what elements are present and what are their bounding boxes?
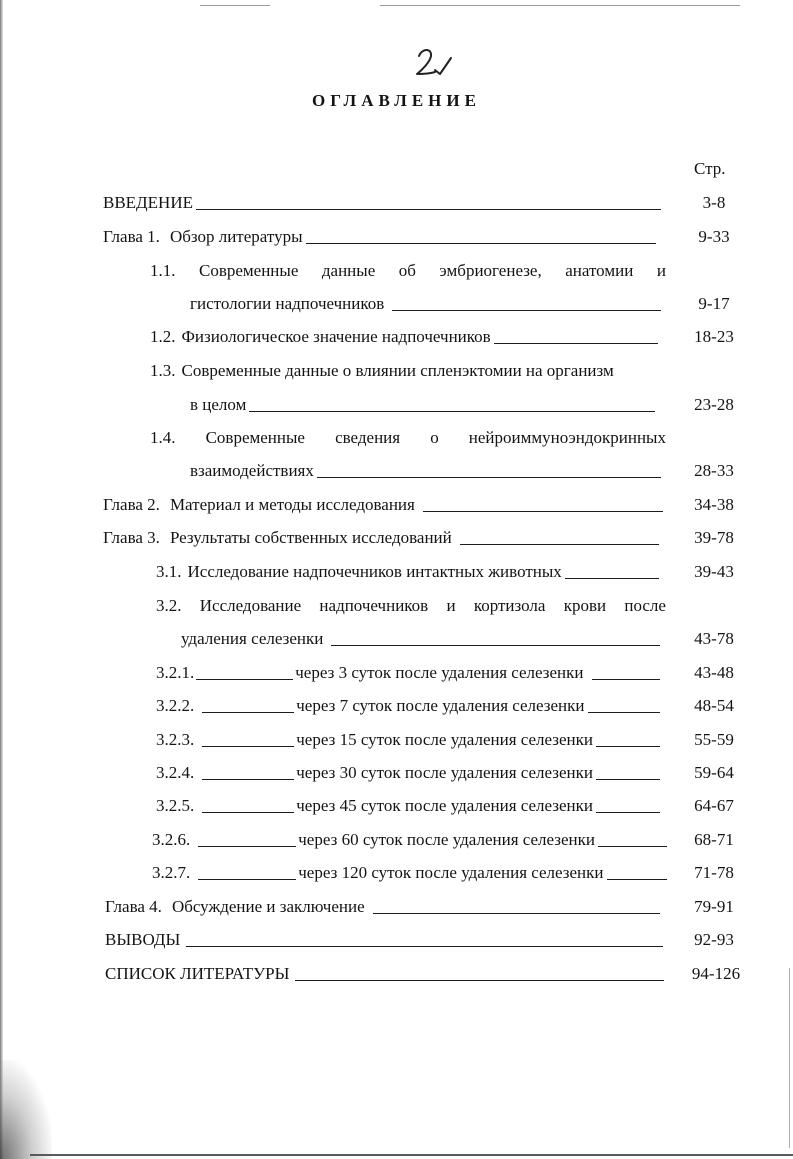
- blank-line: [198, 879, 296, 880]
- blank-line: [202, 746, 294, 747]
- leader-line: [249, 411, 655, 412]
- leader-line: [588, 712, 660, 713]
- page-number: 94-126: [691, 964, 741, 983]
- entry-word: о: [430, 428, 439, 447]
- toc-entry-chapter-3: [103, 528, 661, 548]
- entry-title: через 7 суток после удаления селезенки: [296, 696, 585, 715]
- entry-label: Глава 2.: [103, 495, 160, 514]
- toc-entry-3-2-3: [156, 730, 662, 750]
- entry-label: 1.4.: [150, 428, 176, 447]
- entry-title: гистологии надпочечников: [190, 294, 385, 313]
- scan-artifact-top-right: [380, 5, 740, 6]
- page-number: 48-54: [694, 696, 734, 715]
- entry-label: 3.2.6.: [152, 830, 191, 849]
- entry-word: об: [398, 261, 416, 280]
- entry-word: сведения: [335, 428, 401, 447]
- entry-word: и: [446, 596, 456, 615]
- entry-label: 3.2.1.: [156, 663, 195, 682]
- scan-artifact-top: [200, 5, 270, 6]
- entry-label: 1.1.: [150, 261, 176, 280]
- scan-edge-left: [0, 0, 3, 1159]
- entry-word: крови: [563, 596, 607, 615]
- leader-line: [460, 544, 659, 545]
- entry-title: Материал и методы исследования: [169, 495, 415, 514]
- handwritten-page-number: [413, 44, 453, 80]
- leader-line: [295, 980, 664, 981]
- entry-title: удаления селезенки: [181, 629, 324, 648]
- toc-entry-3-2-line2: [181, 629, 662, 649]
- leader-line: [392, 310, 661, 311]
- toc-entry-conclusions: [105, 930, 665, 950]
- entry-label: 3.2.3.: [156, 730, 195, 749]
- toc-entry-chapter-2: [103, 495, 665, 515]
- entry-title: через 60 суток после удаления селезенки: [298, 830, 596, 849]
- entry-title: через 30 суток после удаления селезенки: [296, 763, 594, 782]
- entry-title: СПИСОК ЛИТЕРАТУРЫ: [105, 964, 290, 983]
- toc-entry-references: [105, 964, 666, 984]
- leader-line: [592, 679, 660, 680]
- entry-word: данные: [321, 261, 376, 280]
- toc-entry-1-1-line1: [150, 261, 666, 281]
- leader-line: [306, 243, 656, 244]
- toc-entry-chapter-1: [103, 227, 658, 247]
- page-column-header: Стр.: [694, 159, 726, 178]
- page-number: 9-17: [698, 294, 730, 313]
- entry-word: анатомии: [565, 261, 634, 280]
- blank-line: [202, 712, 294, 713]
- leader-line: [565, 578, 659, 579]
- page-number: 3-8: [702, 193, 726, 212]
- entry-word: Современные: [205, 428, 305, 447]
- page-number: 43-48: [694, 663, 734, 682]
- page-number: 55-59: [694, 730, 734, 749]
- entry-label: 3.1.: [156, 562, 182, 581]
- toc-entry-3-2-7: [152, 863, 669, 883]
- page-number: 92-93: [694, 930, 734, 949]
- entry-title: Обсуждение и заключение: [171, 897, 365, 916]
- entry-title: Результаты собственных исследований: [169, 528, 452, 547]
- page-number: 39-43: [694, 562, 734, 581]
- entry-title: через 45 суток после удаления селезенки: [296, 796, 594, 815]
- entry-title: через 120 суток после удаления селезенки: [298, 863, 604, 882]
- entry-title: Исследование надпочечников интактных животных: [187, 562, 562, 581]
- page-number: 28-33: [694, 461, 734, 480]
- scan-shadow: [0, 1060, 52, 1159]
- entry-title: через 3 суток после удаления селезенки: [295, 663, 584, 682]
- toc-entry-1-1-line2: [190, 294, 663, 314]
- page-number: 68-71: [694, 830, 734, 849]
- toc-entry-1-3-line1: [150, 361, 670, 381]
- page-number: 64-67: [694, 796, 734, 815]
- entry-label: 3.2.5.: [156, 796, 195, 815]
- toc-entry-1-2: [150, 327, 660, 347]
- toc-entry-3-2-line1: [156, 596, 666, 616]
- page-number: 59-64: [694, 763, 734, 782]
- leader-line: [196, 209, 661, 210]
- toc-entry-3-1: [156, 562, 661, 582]
- page-number: 71-78: [694, 863, 734, 882]
- page-number: 9-33: [698, 227, 730, 246]
- leader-line: [373, 913, 660, 914]
- leader-line: [607, 879, 667, 880]
- leader-line: [186, 946, 663, 947]
- entry-label: 3.2.2.: [156, 696, 195, 715]
- entry-title: через 15 суток после удаления селезенки: [296, 730, 594, 749]
- blank-line: [196, 679, 293, 680]
- entry-title: ВВЕДЕНИЕ: [103, 193, 193, 212]
- page-number: 43-78: [694, 629, 734, 648]
- entry-label: Глава 4.: [105, 897, 162, 916]
- blank-line: [198, 846, 296, 847]
- entry-label: Глава 3.: [103, 528, 160, 547]
- entry-title: Физиологическое значение надпочечников: [181, 327, 491, 346]
- leader-line: [423, 511, 663, 512]
- leader-line: [596, 779, 660, 780]
- entry-title: в целом: [190, 395, 247, 414]
- toc-entry-chapter-4: [105, 897, 662, 917]
- entry-word: нейроиммуноэндокринных: [468, 428, 666, 447]
- page-number: 18-23: [694, 327, 734, 346]
- toc-entry-1-4-line2: [190, 461, 663, 481]
- page-number: 39-78: [694, 528, 734, 547]
- entry-label: 3.2.: [156, 596, 182, 615]
- leader-line: [317, 477, 661, 478]
- entry-word: после: [624, 596, 666, 615]
- toc-entry-3-2-5: [156, 796, 662, 816]
- page-number: 79-91: [694, 897, 734, 916]
- entry-word: эмбриогенезе,: [439, 261, 542, 280]
- leader-line: [598, 846, 667, 847]
- entry-label: 1.3.: [150, 361, 176, 380]
- toc-title: ОГЛАВЛЕНИЕ: [312, 91, 481, 110]
- leader-line: [596, 812, 660, 813]
- entry-word: кортизола: [473, 596, 546, 615]
- toc-entry-3-2-6: [152, 830, 669, 850]
- page-number: 34-38: [694, 495, 734, 514]
- leader-line: [596, 746, 660, 747]
- entry-title: взаимодействиях: [190, 461, 314, 480]
- scan-edge-bottom: [30, 1154, 793, 1156]
- entry-word: и: [656, 261, 666, 280]
- toc-entry-introduction: [103, 193, 663, 213]
- entry-title: ВЫВОДЫ: [105, 930, 181, 949]
- entry-title: Современные данные о влиянии спленэктомии на организм: [181, 361, 614, 380]
- blank-line: [202, 779, 294, 780]
- toc-entry-1-3-line2: [190, 395, 657, 415]
- page-number: 23-28: [694, 395, 734, 414]
- blank-line: [202, 812, 294, 813]
- leader-line: [494, 343, 658, 344]
- entry-word: Исследование: [199, 596, 302, 615]
- toc-entry-3-2-1: [156, 663, 662, 683]
- entry-word: надпочечников: [319, 596, 429, 615]
- entry-title: Обзор литературы: [169, 227, 303, 246]
- toc-entry-1-4-line1: [150, 428, 666, 448]
- toc-entry-3-2-4: [156, 763, 662, 783]
- toc-entry-3-2-2: [156, 696, 662, 716]
- leader-line: [331, 645, 660, 646]
- entry-label: 3.2.4.: [156, 763, 195, 782]
- scan-edge-right: [789, 968, 790, 1148]
- entry-label: 1.2.: [150, 327, 176, 346]
- entry-label: Глава 1.: [103, 227, 160, 246]
- entry-label: 3.2.7.: [152, 863, 191, 882]
- entry-word: Современные: [199, 261, 299, 280]
